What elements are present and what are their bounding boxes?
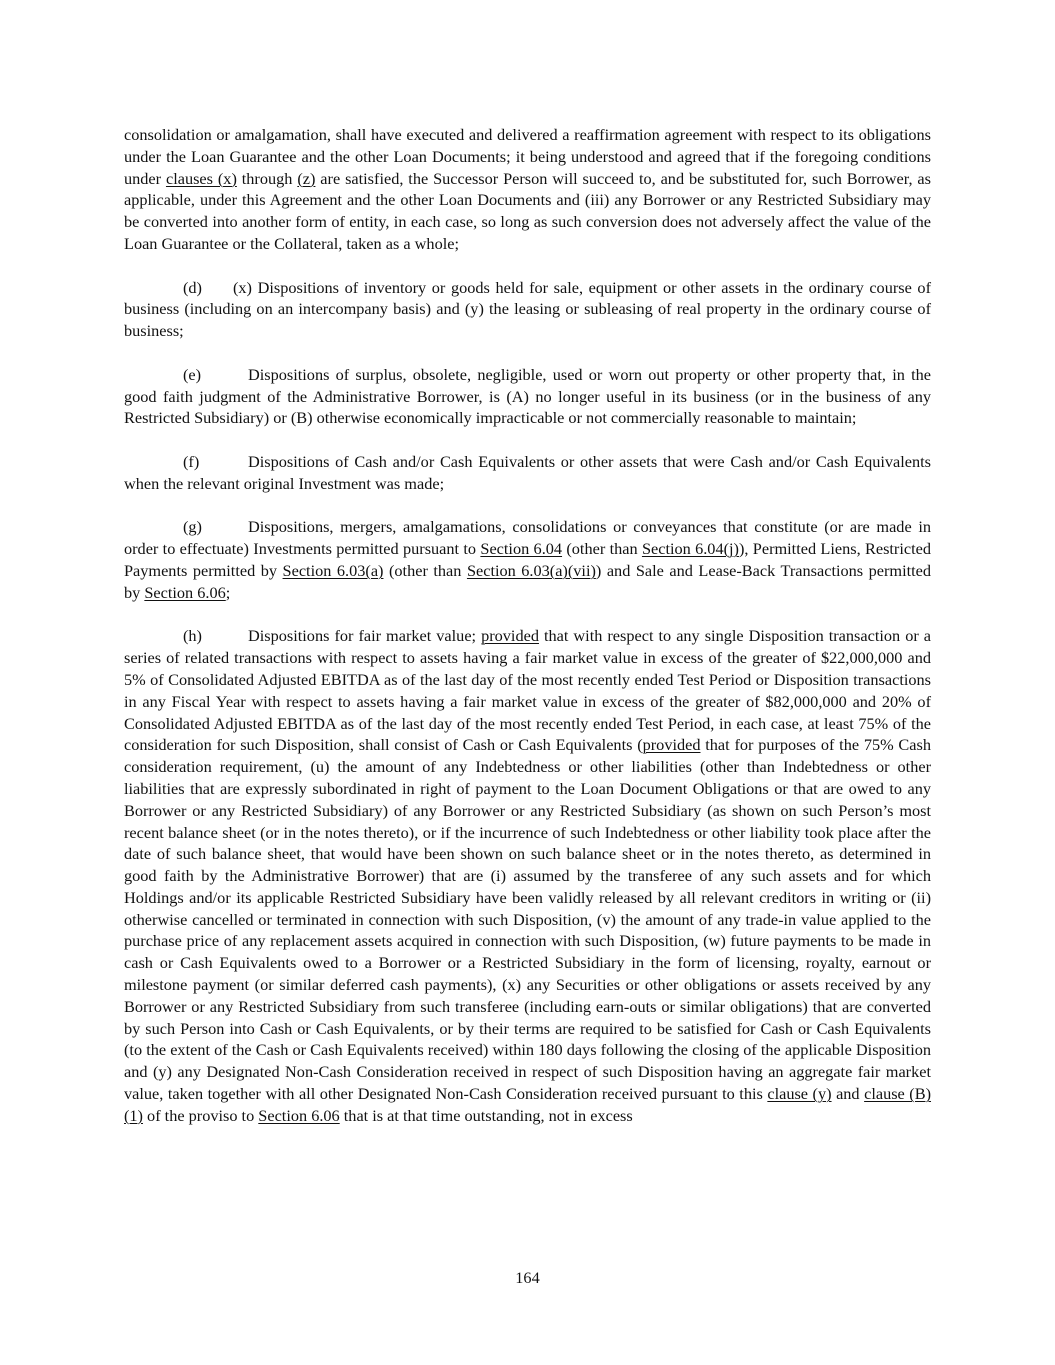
paragraph-text: Dispositions of surplus, obsolete, negligible, used or worn out property or other property that, in the good faith judgment of the Administrative Borrower, is (A) no longer useful in its business (or in the business of any Restricted Subsidiary) or (B) otherwise economically impracticable or not commercially reasonable to maintain;: [124, 364, 931, 428]
paragraph-text: that with respect to any single Disposition transaction or a series of related transactions with respect to assets having a fair market value in excess of the greater of $22,000,000 and 5% of Consolidated Adjusted EBITDA as of the last day of the most recently ended Test Period or Disposition transactions in any Fiscal Year with respect to assets having a fair market value in excess of the greater of $82,000,000 and 20% of Consolidated Adjusted EBITDA as of the last day of the most recently ended Test Period, in each case, at least 75% of the consideration for such Disposition, shall consist of Cash or Cash Equivalents (: [124, 626, 931, 755]
paragraph-text: consolidation or amalgamation, shall have executed and delivered a reaffirmation agreement with respect to its obligations under the Loan Guarantee and the other Loan Documents; it being understood and agreed that if the foregoing conditions under: [124, 125, 931, 188]
cross-reference: Section 6.06: [144, 582, 226, 602]
cross-reference: Section 6.04: [480, 539, 563, 559]
paragraph-d: [124, 277, 931, 342]
clause-label: (e): [183, 364, 202, 384]
cross-reference: clause (y): [767, 1084, 832, 1104]
cross-reference: Section 6.04(j): [641, 539, 739, 559]
cross-reference: Section 6.03(a)(vii): [466, 560, 596, 580]
paragraph-text: are satisfied, the Successor Person will succeed to, and be substituted for, such Borrower, as applicable, under this Agreement and the other Loan Documents and (iii) any Borrower or any Restricted Subsidiary may be converted into another form of entity, in each case, so long as such conversion does not adversely affect the value of the Loan Guarantee or the Collateral, taken as a whole;: [124, 168, 931, 253]
cross-reference: clauses (x): [165, 168, 237, 188]
paragraph-text: that is at that time outstanding, not in excess: [339, 1105, 633, 1125]
paragraph-text: ), Permitted Liens, Restricted Payments permitted by: [124, 539, 931, 580]
defined-term-provided: provided: [481, 626, 539, 646]
cross-reference: clause (B)(1): [124, 1084, 932, 1125]
paragraph-text: (other than: [383, 560, 467, 580]
paragraph-e: [124, 364, 931, 429]
document-page: [124, 124, 931, 1148]
paragraph-text: Dispositions for fair market value;: [248, 626, 482, 646]
cross-reference: (z): [297, 168, 316, 188]
cross-reference: Section 6.03(a): [282, 560, 384, 580]
paragraph-f: [124, 451, 931, 495]
paragraph-text: through: [236, 168, 298, 188]
cross-reference: Section 6.06: [258, 1105, 340, 1125]
paragraph-text: (other than: [562, 539, 642, 559]
paragraph-text: that for purposes of the 75% Cash consideration requirement, (u) the amount of any Indebtedness or other liabilities (other than Indebtedness or other liabilities that are expressly subordinated in right of payment to the Loan Document Obligations or that are owed to any Borrower or any Restricted Subsidiary) of any Borrower or any Restricted Subsidiary (as shown on such Person’s most recent balance sheet (or in the notes thereto), or if the incurrence of such Indebtedness or other liability took place after the date of such balance sheet, that would have been shown on such balance sheet or in the notes thereto, as determined in good faith by the Administrative Borrower) that are (i) assumed by the transferee of any such assets and for which Holdings and/or its applicable Restricted Subsidiary have been validly released by all relevant creditors in writing or (ii) otherwise cancelled or terminated in connection with such Disposition, (v) the amount of any trade-in value applied to the purchase price of any replacement assets acquired in connection with such Disposition, (w) future payments to be made in cash or Cash Equivalents owed to a Borrower or a Restricted Subsidiary in the form of licensing, royalty, earnout or milestone payment (or similar deferred cash payments), (x) any Securities or other obligations or assets received by any Borrower or any Restricted Subsidiary from such transferee (including earn-outs or similar obligations) that are converted by such Person into Cash or Cash Equivalents, or by their terms are required to be satisfied for Cash or Cash Equivalents (to the extent of the Cash or Cash Equivalents received) within 180 days following the closing of the applicable Disposition and (y) any Designated Non-Cash Consideration received in respect of such Disposition having an aggregate fair market value, taken together with all other Designated Non-Cash Consideration received pursuant to this: [124, 735, 931, 1104]
paragraph-h: [124, 625, 931, 1126]
paragraph-text: Dispositions, mergers, amalgamations, consolidations or conveyances that constitute (or are made in order to effectuate) Investments permitted pursuant to: [124, 517, 931, 559]
paragraph-c-continuation: [124, 124, 931, 255]
page-number: 164: [515, 1268, 540, 1287]
paragraph-text: ;: [225, 582, 231, 602]
paragraph-text: and: [831, 1084, 865, 1104]
clause-label: (d): [183, 277, 202, 297]
paragraph-g: [124, 516, 931, 603]
paragraph-text: Dispositions of Cash and/or Cash Equivalents or other assets that were Cash and/or Cash Equivalents when the relevant original Investment was made;: [124, 451, 931, 493]
defined-term-provided: provided: [642, 735, 701, 755]
clause-label: (g): [183, 517, 202, 537]
paragraph-text: (x) Dispositions of inventory or goods held for sale, equipment or other assets in the ordinary course of business (including on an intercompany basis) and (y) the leasing or subleasing of real property in the ordinary course of business;: [124, 277, 931, 341]
clause-label: (f): [183, 451, 200, 471]
clause-label: (h): [183, 626, 202, 646]
paragraph-text: ) and Sale and Lease-Back Transactions permitted by: [124, 560, 932, 602]
paragraph-text: of the proviso to: [142, 1105, 259, 1125]
